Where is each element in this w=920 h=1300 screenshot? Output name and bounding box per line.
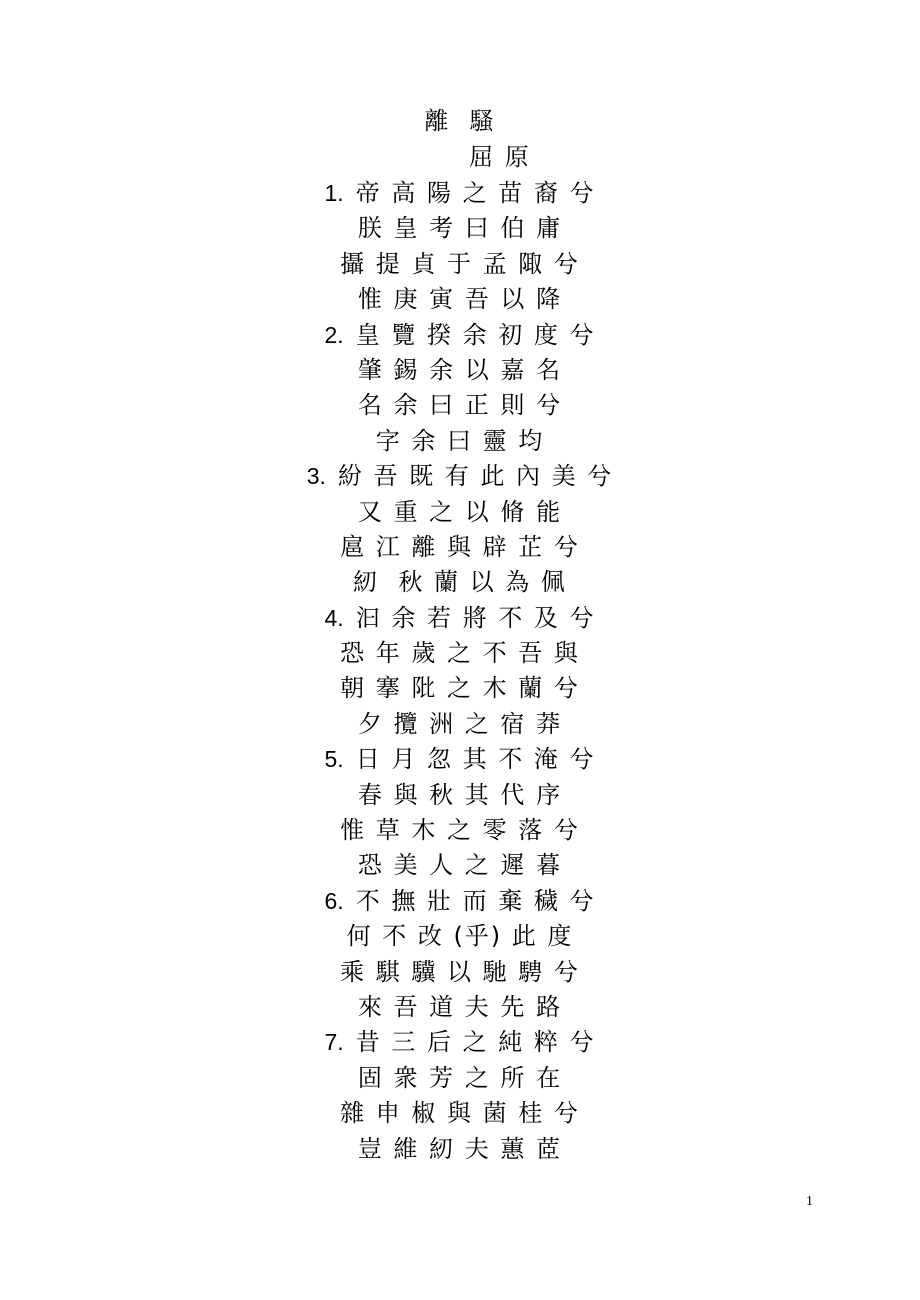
- poem-body: [0, 176, 920, 1167]
- line-text: 春 與 秋 其 代 序: [357, 780, 563, 809]
- line-text: 朝 搴 阰 之 木 蘭 兮: [340, 674, 580, 703]
- line-text: 皇 覽 揆 余 初 度 兮: [355, 320, 596, 349]
- line-text: 乘 騏 驥 以 馳 騁 兮: [340, 957, 580, 986]
- line-text: 雜 申 椒 與 菌 桂 兮: [340, 1099, 580, 1128]
- stanza-number: 2.: [324, 321, 344, 348]
- poem-line: [0, 1025, 920, 1060]
- line-text: 紉 秋 蘭 以 為 佩: [353, 568, 567, 597]
- poem-line: [0, 1096, 920, 1131]
- line-text: 帝 高 陽 之 苗 裔 兮: [355, 179, 596, 207]
- poem-line: [0, 247, 920, 282]
- line-text: 名 余 曰 正 則 兮: [357, 391, 563, 420]
- line-text: 昔 三 后 之 純 粹 兮: [355, 1028, 596, 1057]
- poem-line: [0, 318, 920, 353]
- poem-line: [0, 1132, 920, 1167]
- poem-line: [0, 565, 920, 600]
- poem-line: [0, 919, 920, 954]
- poem-line: [0, 495, 920, 530]
- stanza-number: 6.: [324, 887, 344, 914]
- poem-line: [0, 424, 920, 459]
- line-text: 肇 錫 余 以 嘉 名: [357, 355, 563, 384]
- poem-line: [0, 671, 920, 706]
- line-text: 惟 草 木 之 零 落 兮: [340, 816, 580, 845]
- stanza-number: 5.: [324, 746, 344, 773]
- poem-line: [0, 707, 920, 742]
- poem-line: [0, 742, 920, 777]
- line-text: 固 衆 芳 之 所 在: [357, 1063, 563, 1092]
- line-text: 扈 江 離 與 辟 芷 兮: [340, 532, 580, 561]
- poem-line: [0, 388, 920, 423]
- poem-line: [0, 353, 920, 388]
- stanza-number: 1.: [324, 180, 344, 206]
- line-text: 朕 皇 考 曰 伯 庸: [357, 214, 563, 243]
- line-text: 又 重 之 以 脩 能: [357, 497, 563, 526]
- line-text: 汩 余 若 將 不 及 兮: [355, 603, 596, 632]
- poem-line: [0, 459, 920, 494]
- stanza-number: 3.: [306, 463, 326, 490]
- poem-line: [0, 176, 920, 211]
- poem-title: 離 騷: [424, 107, 496, 135]
- line-text: 日 月 忽 其 不 淹 兮: [355, 745, 596, 774]
- poem-line: [0, 884, 920, 919]
- poem-line: [0, 813, 920, 848]
- poem-line: [0, 1061, 920, 1096]
- line-text: 攝 提 貞 于 孟 陬 兮: [340, 249, 580, 278]
- line-text: 何 不 改 (乎) 此 度: [346, 922, 574, 951]
- poem-author: 屈 原: [469, 143, 531, 171]
- poem-line: [0, 848, 920, 883]
- line-text: 惟 庚 寅 吾 以 降: [357, 285, 563, 314]
- page-number: 1: [806, 1194, 813, 1209]
- line-text: 恐 年 歲 之 不 吾 與: [340, 639, 580, 668]
- stanza-number: 7.: [324, 1029, 344, 1056]
- line-text: 不 撫 壯 而 棄 穢 兮: [355, 886, 596, 915]
- poem-line: [0, 282, 920, 317]
- line-text: 字 余 曰 靈 均: [375, 426, 545, 455]
- poem-line: [0, 530, 920, 565]
- poem-line: [0, 211, 920, 246]
- poem-line: [0, 601, 920, 636]
- poem-line: [0, 990, 920, 1025]
- line-text: 來 吾 道 夫 先 路: [357, 992, 563, 1021]
- line-text: 豈 維 紉 夫 蕙 茝: [357, 1134, 563, 1163]
- poem-line: [0, 636, 920, 671]
- poem-line: [0, 955, 920, 990]
- poem-line: [0, 778, 920, 813]
- stanza-number: 4.: [324, 604, 344, 631]
- line-text: 紛 吾 既 有 此 內 美 兮: [337, 462, 614, 491]
- line-text: 恐 美 人 之 遲 暮: [357, 851, 563, 880]
- line-text: 夕 攬 洲 之 宿 莽: [357, 709, 563, 738]
